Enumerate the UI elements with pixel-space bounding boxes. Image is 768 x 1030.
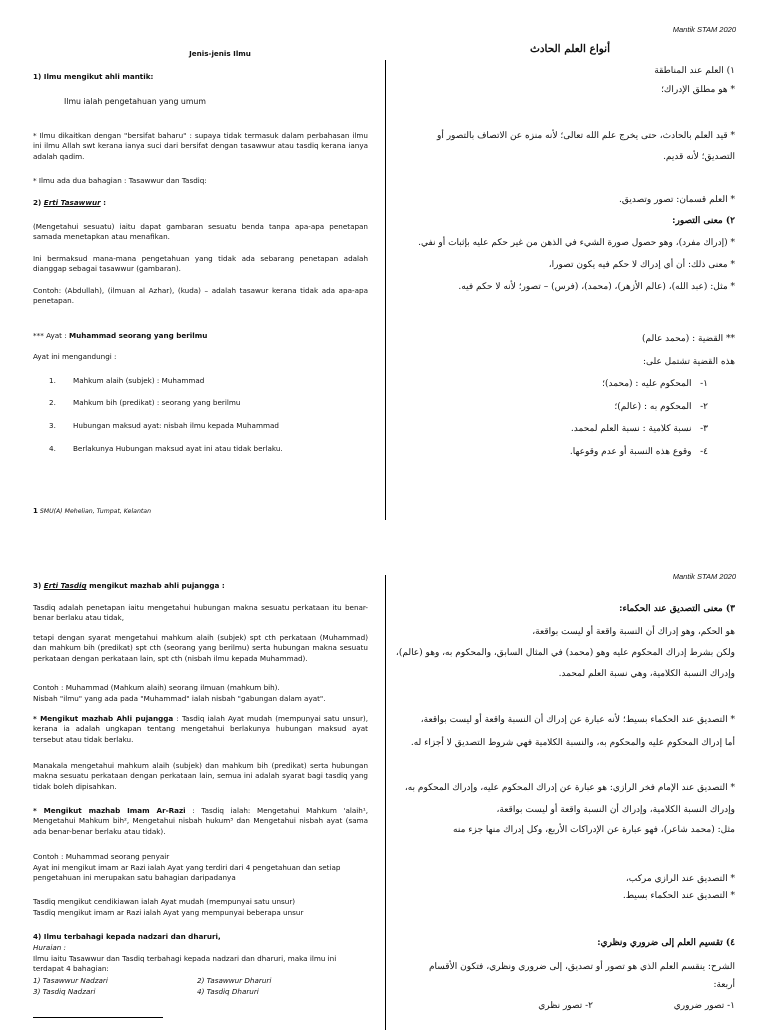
arabic-line: * التصديق عند الحكماء بسيط؛ لأنه عبارة عن إدراك أن النسبة واقعة أو ليست بواقعة،	[420, 715, 735, 725]
arabic-line: مثل: (محمد شاعر)، فهو عبارة عن الإدراكات الأربع، وكل إدراك منها جزء منه	[453, 825, 735, 835]
arabic-line: أما إدراك المحكوم عليه والمحكوم به، والنسبة الكلامية فهي شروط التصديق لا أجزاء له.	[410, 738, 735, 748]
grid-item: 3) Tasdiq Nadzari	[33, 987, 96, 996]
paragraph: Ilmu iaitu Tasawwur dan Tasdiq terbahagi kepada nadzari dan dharuri, maka ilmu ini terdapat 4 bahagian:	[33, 954, 337, 974]
arabic-line: * مثل: (عبد الله)، (عالم الأزهر)، (محمد)، (فرس) – تصور؛ لأنه لا حكم فيه.	[458, 282, 735, 292]
ayat-text: Muhammad seorang yang berilmu	[68, 331, 208, 340]
paragraph: Ayat ini mengandungi :	[33, 352, 117, 361]
arabic-heading: ٣) معنى التصديق عند الحكماء:	[619, 604, 735, 614]
column-divider	[385, 60, 386, 520]
list-number: 1.	[49, 376, 56, 385]
section-heading: 1) Ilmu mengikut ahli mantik:	[33, 72, 154, 81]
paragraph: Tasdiq adalah penetapan iaitu mengetahui hubungan makna sesuatu perkataan itu benar-benar berlaku atau tidak,	[33, 603, 368, 623]
section-heading: 4) Ilmu terbahagi kepada nadzari dan dharuri,	[33, 932, 221, 941]
example-line: Contoh : Muhammad seorang penyair	[33, 852, 170, 861]
arabic-line: * التصديق عند الإمام فخر الرازي: هو عبارة عن إدراك المحكوم عليه، وإدراك المحكوم به،	[404, 783, 735, 793]
paragraph	[33, 714, 368, 745]
arabic-list-item	[571, 423, 708, 437]
arabic-title: أنواع العلم الحادث	[529, 43, 610, 55]
paragraph-body: : Tasdiq ialah: Mengetahui Mahkum 'alaih¹, Mengetahui Mahkum bih², Mengetahui nisbah hukum³ dan Mengetahui nisbah ayat (sama ada benar-benar berlaku atau tidak).	[33, 806, 368, 836]
list-text: Mahkum bih (predikat) : seorang yang berilmu	[73, 398, 241, 407]
list-text: المحكوم به : (عالم)؛	[614, 402, 692, 412]
page-header: Mantik STAM 2020	[672, 25, 736, 34]
paragraph-body: : Tasdiq ialah Ayat mudah (mempunyai satu unsur), kerana ia adalah ungkapan tentang mengetahui berlakunya hubungan maksud ayat tersebut atau tidak berlaku.	[33, 714, 369, 744]
arabic-line: أربعة:	[713, 980, 735, 990]
list-number: ١-	[700, 379, 708, 389]
list-number: ٤-	[700, 447, 708, 457]
list-number: 2.	[49, 398, 56, 407]
page-2	[0, 555, 768, 1024]
paragraph: (Mengetahui sesuatu) iaitu dapat gambaran sesuatu benda tanpa apa-apa penetapan samada menetapkan atau menafikan.	[33, 222, 368, 242]
list-text: Hubungan maksud ayat: nisbah ilmu kepada Muhammad	[73, 421, 279, 430]
paragraph: * Ilmu dikaitkan dengan "bersifat baharu" : supaya tidak termasuk dalam perbahasan ilmu ini ilmu Allah swt kerana ianya suci dari bersifat dengan tasawwur atau tasdiq kerana ianya adalah qadim.	[33, 131, 368, 161]
arabic-line: * العلم قسمان: تصور وتصديق.	[619, 195, 735, 205]
footnote	[33, 506, 151, 517]
list-item	[49, 421, 279, 431]
arabic-line: ٢- تصور نظري	[538, 1001, 593, 1011]
footnote-number: 1	[33, 507, 38, 515]
list-item	[49, 376, 204, 386]
arabic-line: * هو مطلق الإدراك؛	[661, 85, 735, 95]
grid-item: 4) Tasdiq Dharuri	[197, 987, 259, 996]
subheading: Huraian :	[33, 943, 66, 952]
paragraph: Tasdiq mengikut imam ar Razi ialah Ayat yang mempunyai beberapa unsur	[33, 908, 304, 917]
arabic-heading: ٢) معنى التصور:	[672, 216, 735, 226]
ayat-prefix: *** Ayat :	[33, 331, 69, 340]
arabic-line: ** القضية : (محمد عالم)	[641, 334, 735, 344]
definition-text: Ilmu ialah pengetahuan yang umum	[64, 97, 206, 106]
arabic-line: ولكن بشرط إدراك المحكوم عليه وهو (محمد) في المثال السابق، والمحكوم به، وهو (عالم)،	[395, 648, 735, 658]
footnote-rule	[33, 1017, 163, 1018]
arabic-list-item	[602, 378, 708, 392]
arabic-line: وإدراك النسبة الكلامية، وهي نسبة العلم لمحمد.	[558, 669, 735, 679]
arabic-line: الشرح: ينقسم العلم الذي هو تصور أو تصديق، إلى ضروري ونظري، فتكون الأقسام	[428, 962, 735, 972]
arabic-line: * التصديق عند الرازي مركب،	[625, 874, 735, 884]
arabic-heading: ٤) تقسيم العلم إلى ضروري ونظري:	[597, 938, 735, 948]
list-text: Mahkum alaih (subjek) : Muhammad	[73, 376, 205, 385]
grid-item: 2) Tasawwur Dharuri	[197, 976, 272, 985]
list-number: 4.	[49, 444, 56, 453]
footnote-text: SMU(A) Mehelian, Tumpat, Kelantan	[39, 508, 152, 515]
arabic-line: وإدراك النسبة الكلامية، وإدراك أن النسبة واقعة أو ليست بواقعة،	[496, 805, 735, 815]
page-header: Mantik STAM 2020	[672, 572, 736, 581]
list-text: Berlakunya Hubungan maksud ayat ini atau tidak berlaku.	[73, 444, 283, 453]
heading-term: Erti Tasdiq	[43, 581, 87, 590]
example-line: Nisbah "ilmu" yang ada pada "Muhammad" ialah nisbah "gabungan dalam ayat".	[33, 694, 326, 703]
heading-term: Erti Tasawwur	[43, 198, 101, 207]
arabic-list-item	[570, 446, 708, 460]
paragraph: tetapi dengan syarat mengetahui mahkum alaih (subjek) spt cth perkataan (Muhammad) dan mahkum bih (predikat) spt cth (seorang yang berilmu) serta hubungan makna sesuatu perkataan dengan perkataan lain, spt cth (nisbah ilmu kepada Muhammad).	[33, 633, 368, 663]
arabic-line: هذه القضية تشتمل على:	[642, 357, 735, 367]
section-heading	[33, 581, 225, 591]
doc-title: Jenis-jenis Ilmu	[189, 49, 251, 58]
paragraph: Ayat ini mengikut imam ar Razi ialah Ayat yang terdiri dari 4 pengetahuan dan setiap pengetahuan ini merupakan satu bahagian daripadanya	[33, 863, 341, 883]
arabic-line: التصديق؛ لأنه قديم.	[663, 152, 735, 162]
example-sentence	[33, 331, 207, 341]
list-item	[49, 398, 240, 408]
example-line: Contoh : Muhammad (Mahkum alaih) seorang ilmuan (mahkum bih).	[33, 683, 280, 692]
list-text: وقوع هذه النسبة أو عدم وقوعها.	[569, 447, 692, 457]
paragraph: * Ilmu ada dua bahagian : Tasawwur dan Tasdiq:	[33, 176, 207, 185]
paragraph-lead: * Mengikut mazhab Imam Ar-Razi	[33, 806, 186, 815]
arabic-line: ١) العلم عند المناطقة	[654, 66, 735, 76]
paragraph: Contoh: (Abdullah), (ilmuan al Azhar), (kuda) – adalah tasawur kerana tidak ada apa-apa penetapan.	[33, 286, 368, 306]
list-item	[49, 444, 283, 454]
arabic-line: * (إدراك مفرد)، وهو حصول صورة الشيء في الذهن من غير حكم عليه بإثبات أو نفي.	[418, 238, 735, 248]
heading-tail: mengikut mazhab ahli pujangga :	[86, 581, 225, 590]
list-text: المحكوم عليه : (محمد)؛	[602, 379, 692, 389]
paragraph: Ini bermaksud mana-mana pengetahuan yang tidak ada sebarang penetapan adalah dianggap sebagai tasawwur (gambaran).	[33, 254, 368, 274]
paragraph: Tasdiq mengikut cendikiawan ialah Ayat mudah (mempunyai satu unsur)	[33, 897, 296, 906]
column-divider	[385, 575, 386, 1030]
arabic-line: هو الحكم، وهو إدراك أن النسبة واقعة أو ليست بواقعة،	[532, 627, 735, 637]
list-number: ٢-	[700, 402, 708, 412]
paragraph: Manakala mengetahui mahkum alaih (subjek) dan mahkum bih (predikat) serta hubungan makna sesuatu perkataan dengan perkataan lain, semua ini adalah syarat bagi tasdiq yang tidak boleh dipisahkan.	[33, 761, 368, 791]
grid-item: 1) Tasawwur Nadzari	[33, 976, 108, 985]
list-text: نسبة كلامية : نسبة العلم لمحمد.	[570, 424, 692, 434]
arabic-line: * قيد العلم بالحادث، حتى يخرج علم الله تعالى؛ لأنه منزه عن الاتصاف بالتصور أو	[437, 131, 735, 141]
section-heading	[33, 198, 106, 208]
heading-number: 3)	[33, 581, 44, 590]
list-number: ٣-	[700, 424, 708, 434]
paragraph-lead: * Mengikut mazhab Ahli pujangga	[33, 714, 174, 723]
arabic-line: ١- تصور ضروري	[673, 1001, 735, 1011]
paragraph	[33, 806, 368, 837]
heading-tail: :	[100, 198, 107, 207]
heading-number: 2)	[33, 198, 44, 207]
list-number: 3.	[49, 421, 56, 430]
arabic-line: * التصديق عند الحكماء بسيط.	[622, 891, 735, 901]
arabic-list-item	[614, 401, 708, 415]
arabic-line: * معنى ذلك: أن أي إدراك لا حكم فيه يكون تصورا،	[548, 260, 735, 270]
